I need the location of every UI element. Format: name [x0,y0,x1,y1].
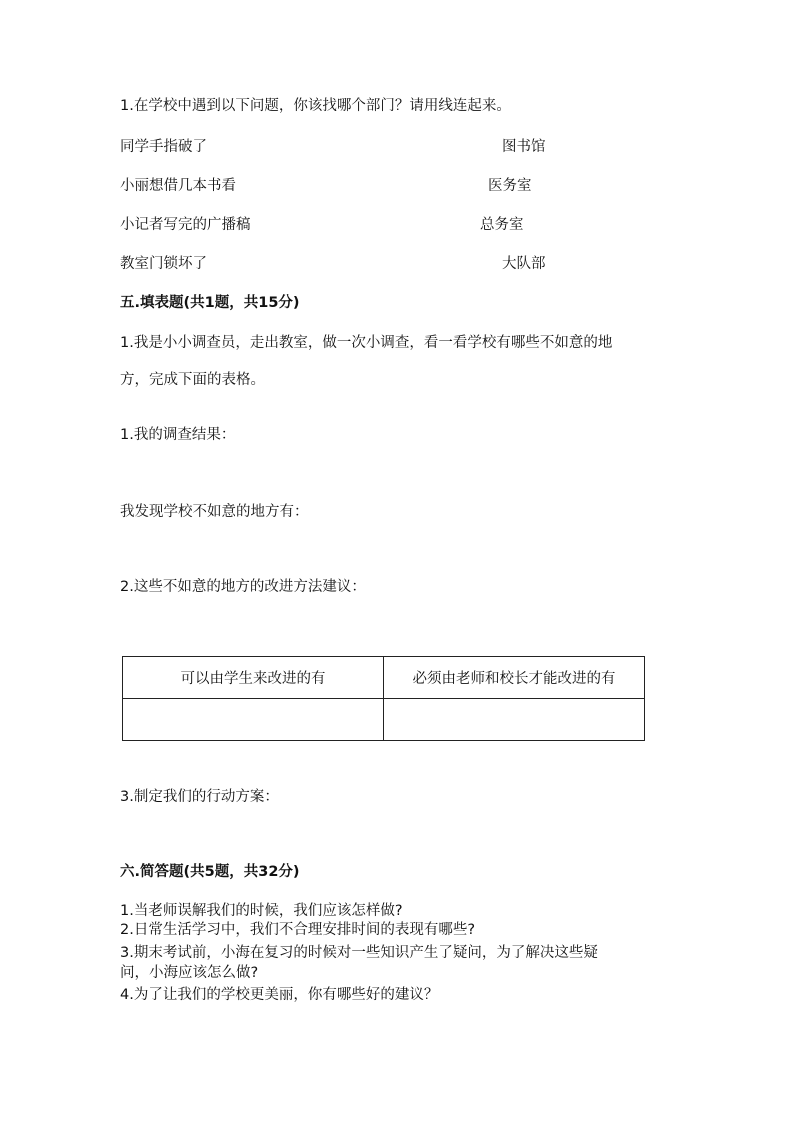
table-header-row [123,657,645,699]
improvement-table [122,656,645,741]
sub-item: 2.这些不如意的地方的改进方法建议： [120,579,366,595]
matching-right-item: 总务室 [480,217,524,233]
table-header-cell: 可以由学生来改进的有 [123,657,384,699]
question-line: 3.期末考试前，小海在复习的时候对一些知识产生了疑问，为了解决这些疑 [120,945,598,961]
matching-left-item: 同学手指破了 [120,139,207,155]
matching-right-item: 大队部 [502,256,546,272]
matching-question: 1.在学校中遇到以下问题，你该找哪个部门？请用线连起来。 [120,98,511,114]
matching-left-item: 小丽想借几本书看 [120,178,236,194]
table-row [123,699,645,741]
matching-left-item: 教室门锁坏了 [120,256,207,272]
matching-right-item: 医务室 [488,178,532,194]
table-header-cell: 必须由老师和校长才能改进的有 [384,657,645,699]
question-line: 1.当老师误解我们的时候，我们应该怎样做? [120,903,403,919]
table-cell-blank[interactable] [123,699,384,741]
question-line: 4.为了让我们的学校更美丽，你有哪些好的建议？ [120,987,439,1003]
sub-item: 1.我的调查结果： [120,427,236,443]
section-heading: 六.简答题(共5题，共32分) [120,864,300,880]
question-line: 问，小海应该怎么做? [120,965,259,981]
sub-item: 3.制定我们的行动方案： [120,789,279,805]
question-line: 2.日常生活学习中，我们不合理安排时间的表现有哪些? [120,922,476,938]
section-heading: 五.填表题(共1题，共15分) [120,295,300,311]
question-text: 方，完成下面的表格。 [120,372,265,388]
matching-right-item: 图书馆 [502,139,546,155]
matching-left-item: 小记者写完的广播稿 [120,217,251,233]
table-cell-blank[interactable] [384,699,645,741]
question-text: 1.我是小小调查员，走出教室，做一次小调查，看一看学校有哪些不如意的地 [120,335,613,351]
sub-item-detail: 我发现学校不如意的地方有： [120,504,309,520]
